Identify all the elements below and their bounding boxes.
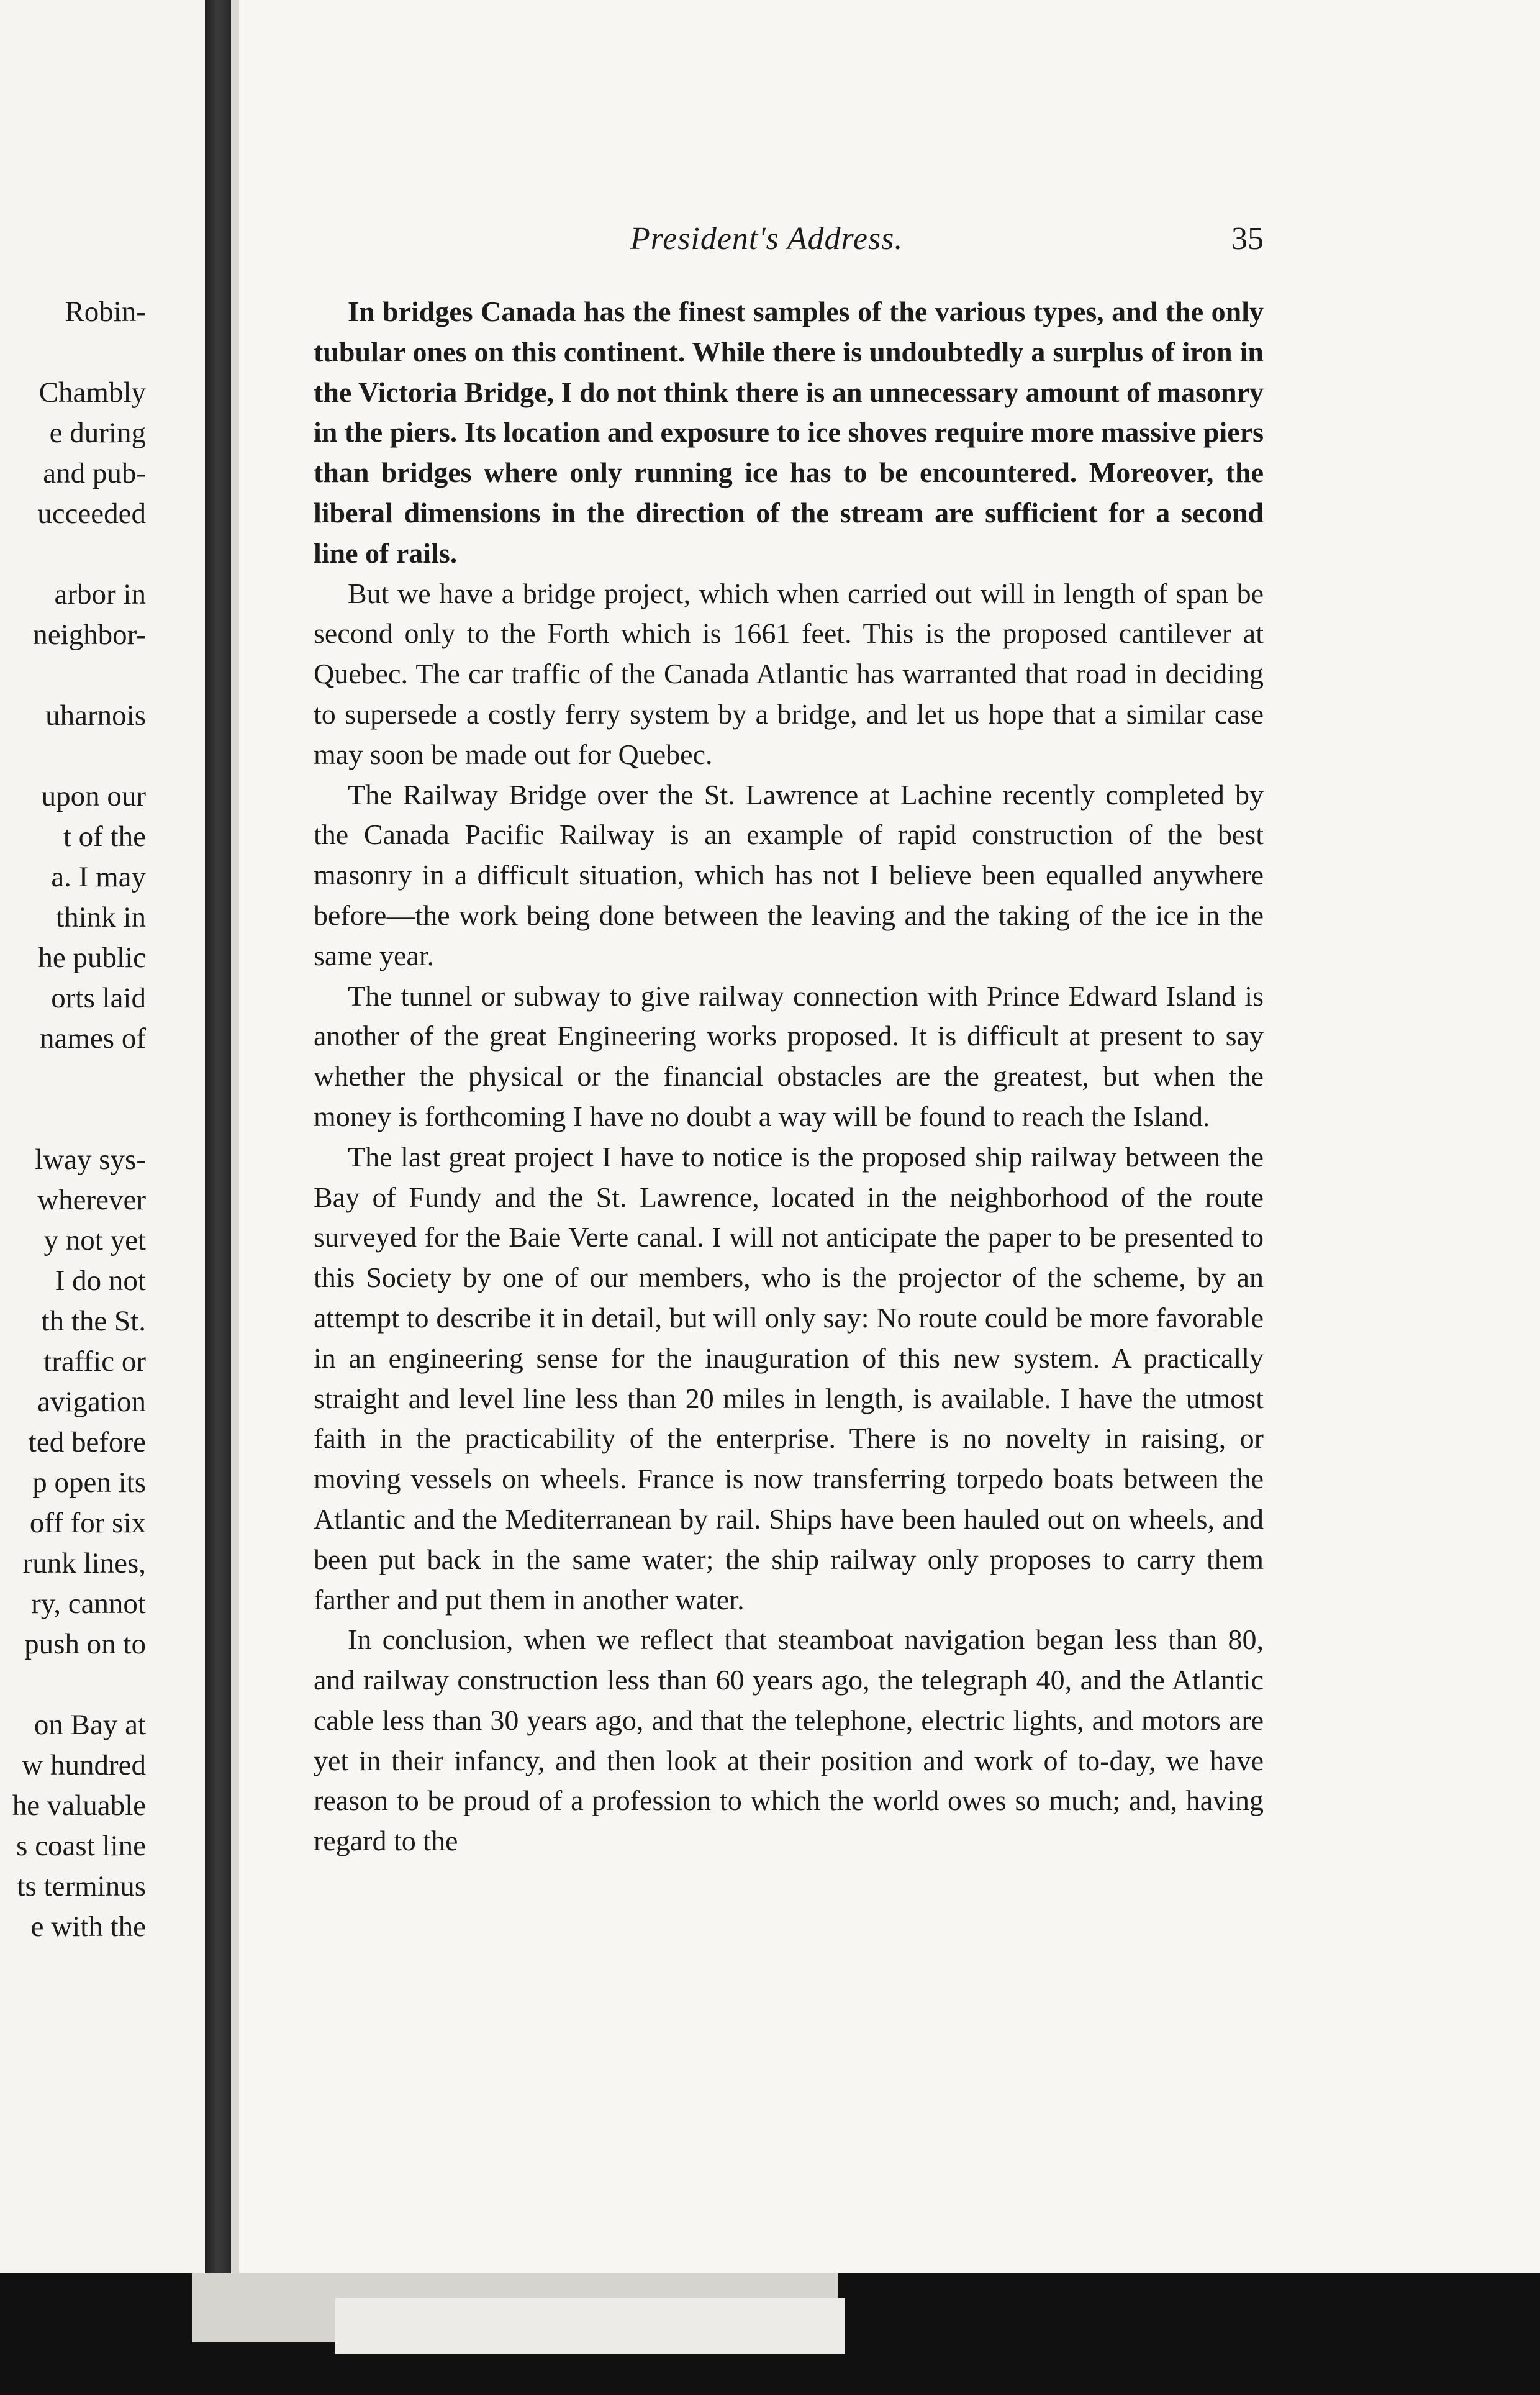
left-facing-page [0, 0, 208, 2273]
left-line: off for six [29, 1507, 146, 1539]
paragraph: The Railway Bridge over the St. Lawrence at Lachine recently completed by the Canada Pacific Railway is an example of rapid construction of the best masonry in a difficult situation, which has not I believe been equalled anywhere before—the work being done between the leaving and the taking of the ice in the same year. [314, 778, 1264, 971]
left-line [0, 1059, 146, 1099]
left-line: names of [40, 1022, 146, 1055]
left-line: ry, cannot [31, 1588, 146, 1620]
left-line: e with the [30, 1911, 146, 1943]
page-header [314, 220, 1264, 264]
left-line: ted before [28, 1426, 146, 1458]
left-line: wherever [37, 1184, 146, 1216]
left-line: ts terminus [17, 1870, 146, 1902]
paper-edge [335, 2298, 845, 2354]
left-line [0, 655, 146, 696]
running-title: President's Address. [630, 221, 904, 257]
left-line: arbor in [54, 578, 146, 611]
left-line [0, 736, 146, 776]
left-line: upon our [41, 780, 146, 812]
left-line: w hundred [22, 1749, 146, 1781]
left-line: and pub- [43, 457, 146, 489]
left-line: traffic or [43, 1345, 146, 1378]
left-line: push on to [24, 1628, 146, 1660]
left-line: t of the [63, 820, 146, 853]
left-line: orts laid [51, 982, 146, 1014]
left-line: Robin- [65, 296, 146, 328]
left-line: he public [38, 942, 146, 974]
left-line: s coast line [16, 1830, 146, 1862]
paragraph: In conclusion, when we reflect that steamboat navigation began less than 80, and railway construction less than 60 years ago, the telegraph 40, and the Atlantic cable less than 30 years ago, and that the telephone, electric lights, and motors are yet in their infancy, and then look at their position and work of to-day, we have reason to be proud of a profession to which the world owes so much; and, having regard to the [314, 1624, 1264, 1857]
left-line [0, 332, 146, 373]
paragraph: But we have a bridge project, which when carried out will in length of span be second only to the Forth which is 1661 feet. This is the proposed cantilever at Quebec. The car traffic of the Canada Atlantic has warranted that road in deciding to supersede a costly ferry system by a bridge, and let us hope that a similar case may soon be made out for Quebec. [314, 577, 1264, 770]
left-line: neighbor- [33, 619, 146, 651]
left-line [0, 534, 146, 575]
left-line: runk lines, [22, 1547, 146, 1579]
paragraph: The last great project I have to notice is the proposed ship railway between the Bay of Fundy and the St. Lawrence, located in the neighborhood of the route surveyed for the Baie Verte canal. I will not anticipate the paper to be presented to this Society by one of our members, who is the projector of the scheme, by an attempt to describe it in detail, but will only say: No route could be more favorable in an engineering sense for the inauguration of this new system. A practically straight and level line less than 20 miles in length, is available. I have the utmost faith in the practicability of the enterprise. There is no novelty in raising, or moving vessels on wheels. France is now transferring torpedo boats between the Atlantic and the Mediterranean by rail. Ships have been hauled out on wheels, and been put back in the same water; the ship railway only proposes to carry them farther and put them in another water. [314, 1140, 1264, 1616]
left-line: Chambly [38, 376, 146, 409]
book-spine-shadow [205, 0, 233, 2273]
left-page-text [0, 292, 146, 1947]
left-line: th the St. [41, 1305, 146, 1337]
left-line: I do not [55, 1265, 146, 1297]
paragraph: In bridges Canada has the finest samples of the various types, and the only tubular ones on this continent. While there is undoubtedly a surplus of iron in the Victoria Bridge, I do not think there is an unnecessary amount of masonry in the piers. Its location and exposure to ice shoves require more massive piers than bridges where only running ice has to be encountered. Moreover, the liberal dimensions in the direction of the stream are sufficient for a second line of rails. [314, 296, 1264, 569]
paragraph: The tunnel or subway to give railway connection with Prince Edward Island is another of the great Engineering works proposed. It is difficult at present to say whether the physical or the financial obstacles are the greatest, but when the money is forthcoming I have no doubt a way will be found to reach the Island. [314, 979, 1264, 1132]
left-line: e during [49, 417, 146, 449]
left-line: think in [56, 901, 146, 934]
left-line [0, 1665, 146, 1705]
left-line: p open its [32, 1466, 146, 1499]
left-line: uharnois [45, 699, 146, 732]
page-number: 35 [1231, 221, 1264, 257]
body-text [314, 292, 1264, 1861]
left-line: avigation [37, 1386, 146, 1418]
left-line: y not yet [43, 1224, 146, 1257]
left-line: he valuable [12, 1789, 146, 1822]
left-line: lway sys- [35, 1143, 146, 1176]
left-line: ucceeded [37, 498, 146, 530]
left-line: a. I may [51, 861, 146, 893]
left-line: on Bay at [34, 1709, 146, 1741]
left-line [0, 1099, 146, 1140]
